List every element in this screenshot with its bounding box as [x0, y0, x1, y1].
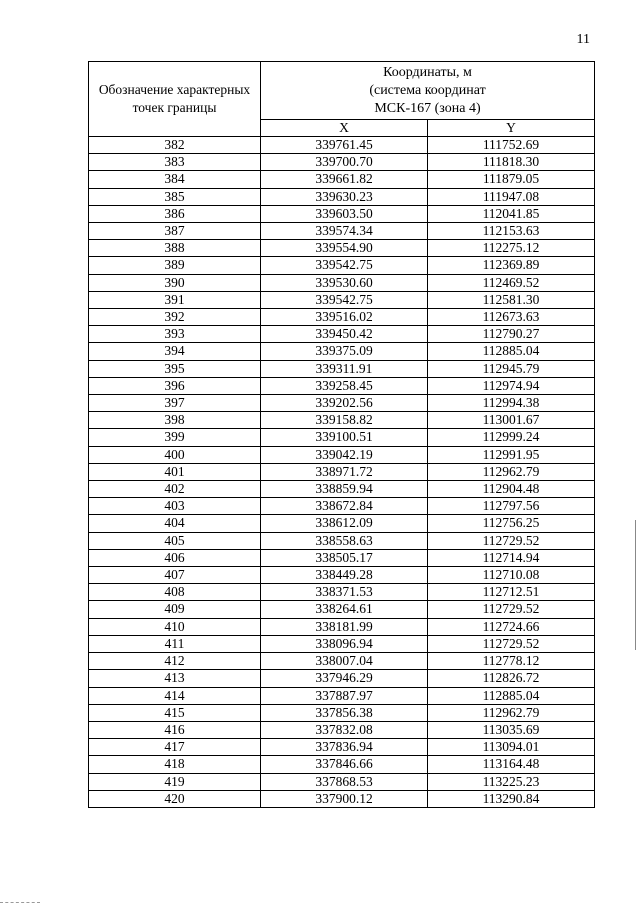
table-row — [89, 653, 595, 670]
x-coordinate-cell: 338971.72 — [261, 463, 428, 480]
header-coordinates-line2: (система координат — [369, 83, 486, 98]
y-coordinate-cell: 111879.05 — [428, 171, 595, 188]
y-coordinate-cell: 112712.51 — [428, 584, 595, 601]
table-row — [89, 240, 595, 257]
page-number: 11 — [576, 32, 590, 47]
y-coordinate-cell: 113290.84 — [428, 790, 595, 807]
x-coordinate-cell: 337846.66 — [261, 756, 428, 773]
header-y: Y — [428, 120, 595, 137]
table-row — [89, 515, 595, 532]
y-coordinate-cell: 112962.79 — [428, 463, 595, 480]
y-coordinate-cell: 113001.67 — [428, 412, 595, 429]
y-coordinate-cell: 113225.23 — [428, 773, 595, 790]
table-row — [89, 567, 595, 584]
table-row — [89, 704, 595, 721]
y-coordinate-cell: 112041.85 — [428, 205, 595, 222]
x-coordinate-cell: 337832.08 — [261, 721, 428, 738]
x-coordinate-cell: 339258.45 — [261, 377, 428, 394]
x-coordinate-cell: 339700.70 — [261, 154, 428, 171]
table-row — [89, 618, 595, 635]
table-row — [89, 257, 595, 274]
y-coordinate-cell: 112885.04 — [428, 687, 595, 704]
table-row — [89, 463, 595, 480]
x-coordinate-cell: 337836.94 — [261, 739, 428, 756]
table-row — [89, 756, 595, 773]
table-row — [89, 188, 595, 205]
table-row — [89, 790, 595, 807]
x-coordinate-cell: 338449.28 — [261, 567, 428, 584]
x-coordinate-cell: 338264.61 — [261, 601, 428, 618]
x-coordinate-cell: 339375.09 — [261, 343, 428, 360]
x-coordinate-cell: 338505.17 — [261, 549, 428, 566]
point-id-cell: 417 — [89, 739, 261, 756]
table-row — [89, 532, 595, 549]
point-id-cell: 418 — [89, 756, 261, 773]
x-coordinate-cell: 338371.53 — [261, 584, 428, 601]
header-point-designation: Обозначение характерных точек границы — [89, 62, 261, 137]
point-id-cell: 404 — [89, 515, 261, 532]
x-coordinate-cell: 337900.12 — [261, 790, 428, 807]
point-id-cell: 416 — [89, 721, 261, 738]
x-coordinate-cell: 339761.45 — [261, 137, 428, 154]
y-coordinate-cell: 112673.63 — [428, 309, 595, 326]
scan-edge-dashes — [0, 901, 40, 903]
y-coordinate-cell: 112797.56 — [428, 498, 595, 515]
y-coordinate-cell: 111947.08 — [428, 188, 595, 205]
x-coordinate-cell: 338007.04 — [261, 653, 428, 670]
point-id-cell: 394 — [89, 343, 261, 360]
table-row — [89, 205, 595, 222]
y-coordinate-cell: 112945.79 — [428, 360, 595, 377]
table-row — [89, 412, 595, 429]
table-row — [89, 309, 595, 326]
table-row — [89, 687, 595, 704]
point-id-cell: 395 — [89, 360, 261, 377]
table-row — [89, 223, 595, 240]
point-id-cell: 400 — [89, 446, 261, 463]
table-row — [89, 154, 595, 171]
y-coordinate-cell: 113094.01 — [428, 739, 595, 756]
y-coordinate-cell: 112885.04 — [428, 343, 595, 360]
x-coordinate-cell: 339603.50 — [261, 205, 428, 222]
point-id-cell: 388 — [89, 240, 261, 257]
y-coordinate-cell: 112991.95 — [428, 446, 595, 463]
table-row — [89, 326, 595, 343]
point-id-cell: 387 — [89, 223, 261, 240]
point-id-cell: 413 — [89, 670, 261, 687]
point-id-cell: 398 — [89, 412, 261, 429]
x-coordinate-cell: 339630.23 — [261, 188, 428, 205]
y-coordinate-cell: 112724.66 — [428, 618, 595, 635]
y-coordinate-cell: 112581.30 — [428, 291, 595, 308]
table-row — [89, 601, 595, 618]
point-id-cell: 397 — [89, 395, 261, 412]
y-coordinate-cell: 112999.24 — [428, 429, 595, 446]
x-coordinate-cell: 339574.34 — [261, 223, 428, 240]
y-coordinate-cell: 111752.69 — [428, 137, 595, 154]
table-row — [89, 773, 595, 790]
scan-edge-line — [635, 520, 636, 650]
point-id-cell: 410 — [89, 618, 261, 635]
table-row — [89, 635, 595, 652]
header-x: X — [261, 120, 428, 137]
point-id-cell: 419 — [89, 773, 261, 790]
x-coordinate-cell: 339661.82 — [261, 171, 428, 188]
header-coordinates — [261, 62, 595, 120]
y-coordinate-cell: 112710.08 — [428, 567, 595, 584]
x-coordinate-cell: 337856.38 — [261, 704, 428, 721]
point-id-cell: 384 — [89, 171, 261, 188]
point-id-cell: 403 — [89, 498, 261, 515]
y-coordinate-cell: 112962.79 — [428, 704, 595, 721]
x-coordinate-cell: 339100.51 — [261, 429, 428, 446]
y-coordinate-cell: 112756.25 — [428, 515, 595, 532]
coordinates-table — [88, 61, 595, 808]
x-coordinate-cell: 337946.29 — [261, 670, 428, 687]
y-coordinate-cell: 112729.52 — [428, 532, 595, 549]
y-coordinate-cell: 113035.69 — [428, 721, 595, 738]
table-row — [89, 498, 595, 515]
table-row — [89, 670, 595, 687]
x-coordinate-cell: 339202.56 — [261, 395, 428, 412]
table-row — [89, 395, 595, 412]
x-coordinate-cell: 338612.09 — [261, 515, 428, 532]
point-id-cell: 405 — [89, 532, 261, 549]
header-coordinates-line1: Координаты, м — [383, 65, 472, 80]
point-id-cell: 382 — [89, 137, 261, 154]
x-coordinate-cell: 339530.60 — [261, 274, 428, 291]
x-coordinate-cell: 339311.91 — [261, 360, 428, 377]
table-row — [89, 137, 595, 154]
table-row — [89, 377, 595, 394]
point-id-cell: 408 — [89, 584, 261, 601]
point-id-cell: 411 — [89, 635, 261, 652]
table-row — [89, 721, 595, 738]
table-row — [89, 584, 595, 601]
table-row — [89, 429, 595, 446]
point-id-cell: 383 — [89, 154, 261, 171]
x-coordinate-cell: 339542.75 — [261, 257, 428, 274]
point-id-cell: 392 — [89, 309, 261, 326]
y-coordinate-cell: 112714.94 — [428, 549, 595, 566]
x-coordinate-cell: 338672.84 — [261, 498, 428, 515]
y-coordinate-cell: 112729.52 — [428, 635, 595, 652]
point-id-cell: 406 — [89, 549, 261, 566]
table-row — [89, 360, 595, 377]
table-row — [89, 343, 595, 360]
x-coordinate-cell: 339042.19 — [261, 446, 428, 463]
point-id-cell: 391 — [89, 291, 261, 308]
y-coordinate-cell: 113164.48 — [428, 756, 595, 773]
point-id-cell: 401 — [89, 463, 261, 480]
y-coordinate-cell: 112729.52 — [428, 601, 595, 618]
point-id-cell: 415 — [89, 704, 261, 721]
x-coordinate-cell: 337887.97 — [261, 687, 428, 704]
x-coordinate-cell: 338096.94 — [261, 635, 428, 652]
y-coordinate-cell: 112826.72 — [428, 670, 595, 687]
y-coordinate-cell: 111818.30 — [428, 154, 595, 171]
x-coordinate-cell: 339554.90 — [261, 240, 428, 257]
x-coordinate-cell: 337868.53 — [261, 773, 428, 790]
point-id-cell: 412 — [89, 653, 261, 670]
table-row — [89, 274, 595, 291]
table-row — [89, 549, 595, 566]
y-coordinate-cell: 112790.27 — [428, 326, 595, 343]
point-id-cell: 386 — [89, 205, 261, 222]
point-id-cell: 389 — [89, 257, 261, 274]
table-row — [89, 481, 595, 498]
point-id-cell: 402 — [89, 481, 261, 498]
point-id-cell: 420 — [89, 790, 261, 807]
point-id-cell: 390 — [89, 274, 261, 291]
point-id-cell: 385 — [89, 188, 261, 205]
y-coordinate-cell: 112974.94 — [428, 377, 595, 394]
x-coordinate-cell: 339450.42 — [261, 326, 428, 343]
x-coordinate-cell: 339158.82 — [261, 412, 428, 429]
x-coordinate-cell: 338181.99 — [261, 618, 428, 635]
point-id-cell: 407 — [89, 567, 261, 584]
point-id-cell: 399 — [89, 429, 261, 446]
y-coordinate-cell: 112275.12 — [428, 240, 595, 257]
point-id-cell: 409 — [89, 601, 261, 618]
y-coordinate-cell: 112778.12 — [428, 653, 595, 670]
point-id-cell: 393 — [89, 326, 261, 343]
point-id-cell: 414 — [89, 687, 261, 704]
y-coordinate-cell: 112994.38 — [428, 395, 595, 412]
point-id-cell: 396 — [89, 377, 261, 394]
x-coordinate-cell: 339516.02 — [261, 309, 428, 326]
y-coordinate-cell: 112369.89 — [428, 257, 595, 274]
x-coordinate-cell: 338558.63 — [261, 532, 428, 549]
header-coordinates-line3: МСК-167 (зона 4) — [374, 101, 481, 116]
table-row — [89, 171, 595, 188]
x-coordinate-cell: 339542.75 — [261, 291, 428, 308]
table-row — [89, 291, 595, 308]
table-body — [89, 137, 595, 808]
y-coordinate-cell: 112469.52 — [428, 274, 595, 291]
table-row — [89, 446, 595, 463]
x-coordinate-cell: 338859.94 — [261, 481, 428, 498]
table-row — [89, 739, 595, 756]
y-coordinate-cell: 112904.48 — [428, 481, 595, 498]
y-coordinate-cell: 112153.63 — [428, 223, 595, 240]
